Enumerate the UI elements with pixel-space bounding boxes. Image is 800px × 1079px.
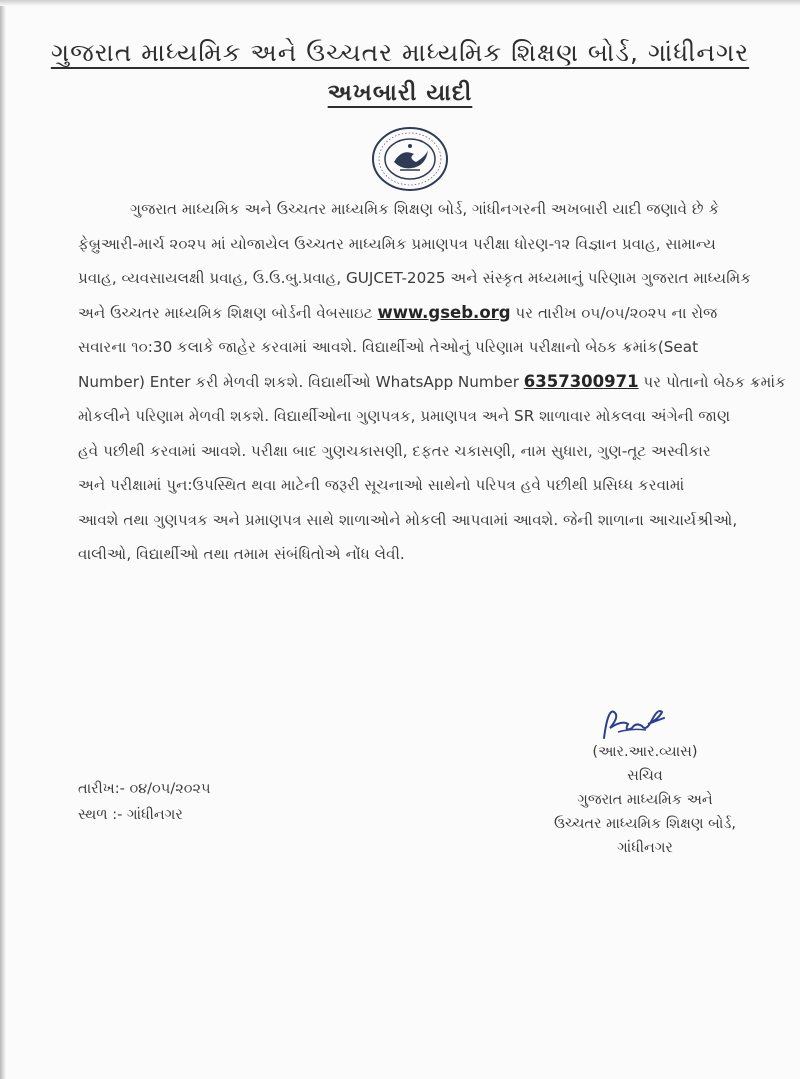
signatory-org-line: ગાંધીનગર <box>617 840 673 856</box>
signatory-org-line: ઉચ્ચતર માધ્યમિક શિક્ષણ બોર્ડ, <box>554 816 736 832</box>
release-date: તારીખ:- ૦૪/૦૫/૨૦૨૫ <box>78 781 211 797</box>
signatory-name: (આર.આર.વ્યાસ) <box>592 744 698 760</box>
signatory-org-line: ગુજરાત માધ્યમિક અને <box>577 792 713 808</box>
body-line: આવશે તથા ગુણપત્રક અને પ્રમાણપત્ર સાથે શાળાઓને મોકલી આપવામાં આવશે. જેની શાળાના આચાર્યશ્રીઓ, <box>78 510 738 529</box>
body-line <box>78 296 768 331</box>
press-release-body <box>78 192 786 572</box>
press-release-heading: અખબારી યાદી <box>327 80 473 106</box>
body-line: ગુજરાત માધ્યમિક અને ઉચ્ચતર માધ્યમિક શિક્ષણ બોર્ડ, ગાંધીનગરની અખબારી યાદી જણાવે છે કે <box>130 200 720 218</box>
body-text-fragment: પર પોતાનો બેઠક ક્રમાંક <box>638 372 786 391</box>
body-text-fragment: અને ઉચ્ચતર માધ્યમિક શિક્ષણ બોર્ડની વેબસાઇટ <box>78 303 378 322</box>
body-line: અને પરીક્ષામાં પુન:ઉપસ્થિત થવા માટેની જરૂરી સૂચનાઓ સાથેનો પરિપત્ર હવે પછીથી પ્રસિધ્ધ કરવામાં <box>78 476 685 494</box>
body-line: સવારના ૧૦:30 કલાકે જાહેર કરવામાં આવશે. વિદ્યાર્થીઓ તેઓનું પરિણામ પરીક્ષાનો બેઠક ક્રમાંક(Seat <box>78 338 699 356</box>
date-place-block <box>78 776 210 828</box>
signatory-designation: સચિવ <box>627 768 663 784</box>
body-line: હવે પછીથી કરવામાં આવશે. પરીક્ષા બાદ ગુણચકાસણી, દફતર ચકાસણી, નામ સુધારા, ગુણ-તૂટ અસ્વીકાર <box>78 441 711 460</box>
page-top-shadow <box>0 0 800 6</box>
body-line: ફેબ્રુઆરી-માર્ચ ૨૦૨૫ માં યોજાયેલ ઉચ્ચતર માધ્યમિક પ્રમાણપત્ર પરીક્ષા ધોરણ-૧૨ વિજ્ઞાન પ્રવાહ, સામાન્ય <box>78 234 716 253</box>
board-seal-icon <box>370 126 450 192</box>
body-line: મોકલીને પરિણામ મેળવી શકશે. વિદ્યાર્થીઓના ગુણપત્રક, પ્રમાણપત્ર અને SR શાળાવાર મોકલવા અંગેની જાણ <box>78 407 731 425</box>
body-text-fragment: Number) Enter કરી મેળવી શકશે. વિદ્યાર્થીઓ WhatsApp Number <box>78 372 524 391</box>
website-link[interactable]: www.gseb.org <box>377 302 511 322</box>
page-edge-shadow <box>0 0 6 1079</box>
whatsapp-number: 6357300971 <box>523 371 639 391</box>
body-text-fragment: પર તારીખ ૦૫/૦૫/૨૦૨૫ ના રોજ <box>510 303 718 322</box>
release-place: સ્થળ :- ગાંધીનગર <box>78 807 183 823</box>
body-line: પ્રવાહ, વ્યવસાયલક્ષી પ્રવાહ, ઉ.ઉ.બુ.પ્રવાહ, GUJCET-2025 અને સંસ્કૃત મધ્યમાનું પરિણામ ગુજરાત માધ્યમિક <box>78 269 752 287</box>
body-line: વાલીઓ, વિદ્યાર્થીઓ તથા તમામ સંબંધિતોએ નોંધ લેવી. <box>78 545 405 563</box>
board-title: ગુજરાત માધ્યમિક અને ઉચ્ચતર માધ્યમિક શિક્ષણ બોર્ડ, ગાંધીનગર <box>50 38 750 67</box>
signatory-block <box>540 740 750 860</box>
body-line <box>78 365 786 400</box>
